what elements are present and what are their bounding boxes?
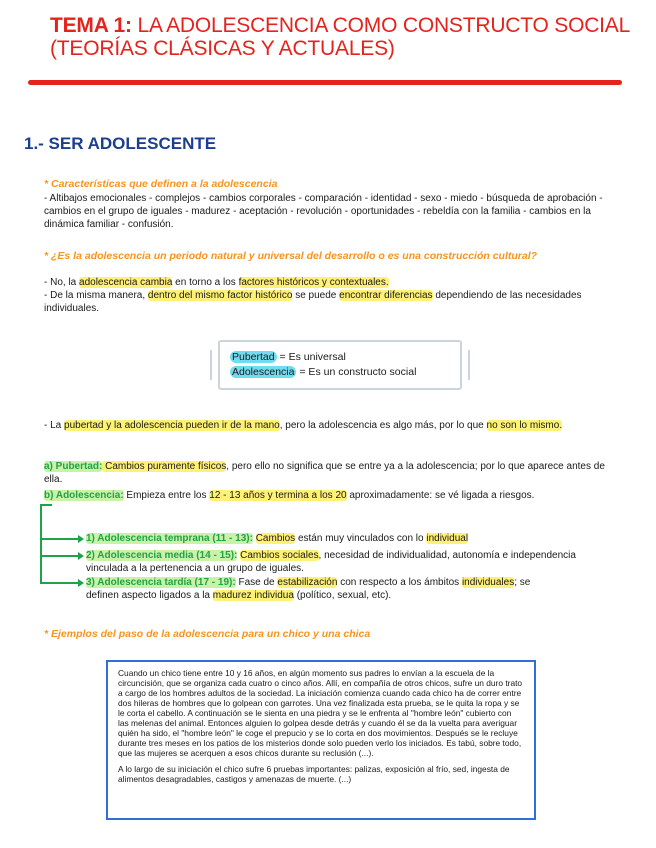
characteristics-block [44,178,632,231]
example-paragraph-2: A lo largo de su iniciación el chico sufre 6 pruebas importantes: palizas, exposición al frío, sed, ingesta de alimentos desagradables, castigos y amenazas de muerte. (...) [118,764,510,784]
text-span: Fase de [235,577,278,588]
adolescencia-definition [44,489,634,502]
text-span: - De la misma manera, [44,290,148,301]
highlight: individual [426,533,469,544]
question-line-1 [44,276,632,289]
text-span: (político, sexual, etc). [293,590,392,601]
text-span: están muy vinculados con lo [295,533,427,544]
text-span: aproximadamente: se vé ligada a riesgos. [346,490,535,501]
examples-heading: * Ejemplos del paso de la adolescencia para un chico y una chica [44,628,371,640]
highlight: dentro del mismo factor histórico [147,290,293,301]
definition-pubertad [230,350,416,365]
pubertad-definition [44,460,624,486]
definition-text: = Es universal [276,351,346,363]
characteristics-text: - Altibajos emocionales - complejos - cambios corporales - comparación - identidad - sexo - miedo - búsqueda de aprobación -cambios en el grupo de iguales - madurez - aceptación - revolución - oportunidades - rebeldía con la familia - cambios en la dinámica familiar - confusión. [44,193,603,230]
highlight: estabilización [277,577,338,588]
definition-text: = Es un constructo social [296,366,417,378]
text-span: con respecto a los ámbitos [337,577,462,588]
highlight: 12 - 13 años y termina a los 20 [209,490,347,501]
highlight: encontrar diferencias [339,290,433,301]
highlight: pubertad y la adolescencia pueden ir de la mano [64,420,280,431]
stage-label: 1) Adolescencia temprana (11 - 13): [86,533,253,544]
highlight: adolescencia cambia [79,277,173,288]
term-highlight: Adolescencia [232,366,295,378]
text-span: se puede [292,290,340,301]
highlight: madurez individua [212,590,294,601]
text-span: , necesidad de individualidad, autonomía e independencia vinculada a la pertenencia a un grupo de iguales. [86,550,576,574]
highlight: no son lo mismo. [486,420,563,431]
relation-paragraph [44,419,614,432]
text-span: dependiendo de las necesidades individuales. [44,290,582,314]
text-span: - No, la [44,277,80,288]
highlight: Cambios puramente físicos [102,461,227,472]
question-heading: * ¿Es la adolescencia un periodo natural y universal del desarrollo o es una construcción cultural? [44,250,538,262]
text-span: , pero ello no significa que se entre ya a la adolescencia; por lo que aparece antes de ella. [44,461,605,485]
text-span: ; se definen aspecto ligados a la [86,577,531,601]
question-block [44,250,632,315]
stage-temprana [86,532,626,545]
pubertad-label: a) Pubertad: [44,461,103,472]
section-heading: 1.- SER ADOLESCENTE [24,134,217,153]
term-highlight: Pubertad [232,351,275,363]
highlight: individuales [461,577,515,588]
definitions-box [218,340,462,390]
adolescencia-label: b) Adolescencia: [44,490,124,501]
highlight: Cambios sociales [240,550,319,561]
text-span: - La [44,420,65,431]
title-underline [28,80,622,85]
stage-label: 3) Adolescencia tardía (17 - 19): [86,577,236,588]
text-span: en torno a los [172,277,239,288]
definition-adolescencia [230,365,416,380]
text-span: , pero la adolescencia es algo más, por lo que [279,420,487,431]
question-line-2 [44,289,632,315]
example-box [106,660,536,820]
highlight: Cambios [255,533,296,544]
definitions-text [230,350,416,380]
stage-label: 2) Adolescencia media (14 - 15): [86,550,238,561]
stage-media [86,549,586,575]
stage-tardia [86,576,546,602]
example-paragraph-1: Cuando un chico tiene entre 10 y 16 años, en algún momento sus padres lo envían a la escuela de la circuncisión, que se organiza cada cuatro o cinco años. Allí, en compañía de otros chicos, sufre un duro trato a cargo de los hombres adultos de la sociedad. La iniciación comienza cuando cada chico ha de correr entre dos hileras de hombres que lo golpean con garrotes. Una vez finalizada esta prueba, se le quita la ropa y se le corta el cabello. A continuación se le sienta en una piedra y se le enfrenta al "hombre león" cubierto con las melenas del animal. Entonces alguien lo golpea desde detrás y cuando él se da la vuelta para averiguar quién ha sido, el "hombre león" le coge el prepucio y se lo corta en dos movimientos. Después se le recluye durante tres meses en los patios de los misterios donde solo pueden verlo los iniciados. Es tabú, sobre todo, que las mujeres se acerquen a esos chicos durante su reclusión (...). [118,668,523,758]
document-title [50,14,630,60]
highlight: factores históricos y contextuales. [238,277,389,288]
title-number: TEMA 1: [50,14,132,37]
text-span: Empieza entre los [123,490,210,501]
title-text: LA ADOLESCENCIA COMO CONSTRUCTO SOCIAL (TEORÍAS CLÁSICAS Y ACTUALES) [50,14,630,60]
characteristics-heading: * Características que definen a la adolescencia [44,178,278,190]
